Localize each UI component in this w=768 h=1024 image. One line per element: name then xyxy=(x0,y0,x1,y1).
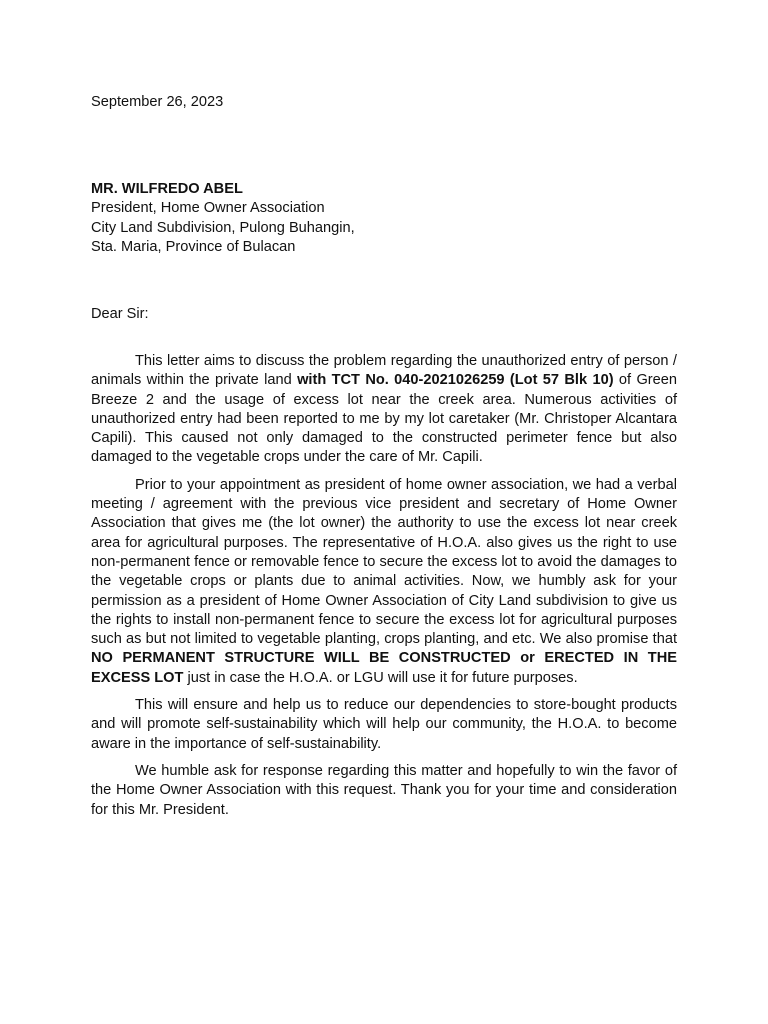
recipient-address-line2: Sta. Maria, Province of Bulacan xyxy=(91,238,296,255)
salutation: Dear Sir: xyxy=(91,306,149,322)
paragraph-1 xyxy=(91,352,677,468)
recipient-name: MR. WILFREDO ABEL xyxy=(91,181,243,197)
recipient-address-line1: City Land Subdivision, Pulong Buhangin, xyxy=(91,219,355,236)
letter-date: September 26, 2023 xyxy=(91,94,224,110)
paragraph-2 xyxy=(91,476,677,688)
paragraph-1-text-a: This letter aims to discuss the problem regarding the unauthorized entry of person / animals within the private land xyxy=(91,353,677,389)
recipient-title: President, Home Owner Association xyxy=(91,200,325,217)
paragraph-1-text-b: of Green Breeze 2 and the usage of excess lot near the creek area. Numerous activities of unauthorized entry had been reported to me by my lot caretaker (Mr. Christoper Alcantara Capili). This caused not only damaged to the constructed perimeter fence but also damaged to the vegetable crops under the care of Mr. Capili. xyxy=(91,372,678,466)
paragraph-4: We humble ask for response regarding this matter and hopefully to win the favor of the Home Owner Association with this request. Thank you for your time and consideration for this Mr. President. xyxy=(91,762,677,818)
letter-body xyxy=(91,352,677,828)
paragraph-2-bold: NO PERMANENT STRUCTURE WILL BE CONSTRUCTED or ERECTED IN THE EXCESS LOT xyxy=(91,650,677,686)
recipient-block xyxy=(91,180,355,257)
paragraph-2-text-a: Prior to your appointment as president of home owner association, we had a verbal meeting / agreement with the previous vice president and secretary of Home Owner Association that gives me (the lot owner) the authority to use the excess lot near creek area for agricultural purposes. The representative of H.O.A. also gives us the right to use non-permanent fence or removable fence to secure the excess lot to avoid the damages to the vegetable crops or plants due to animal activities. Now, we humbly ask for your permission as a president of Home Owner Association of City Land subdivision to give us the rights to install non-permanent fence to secure the excess lot for agricultural purposes such as but not limited to vegetable planting, crops planting, and etc. We also promise that xyxy=(91,476,677,648)
paragraph-2-text-b: just in case the H.O.A. or LGU will use it for future purposes. xyxy=(183,669,578,686)
paragraph-1-bold: with TCT No. 040-2021026259 (Lot 57 Blk 10) xyxy=(297,372,614,389)
paragraph-3: This will ensure and help us to reduce our dependencies to store-bought products and will promote self-sustainability which will help our community, the H.O.A. to become aware in the importance of self-sustainability. xyxy=(91,697,677,752)
